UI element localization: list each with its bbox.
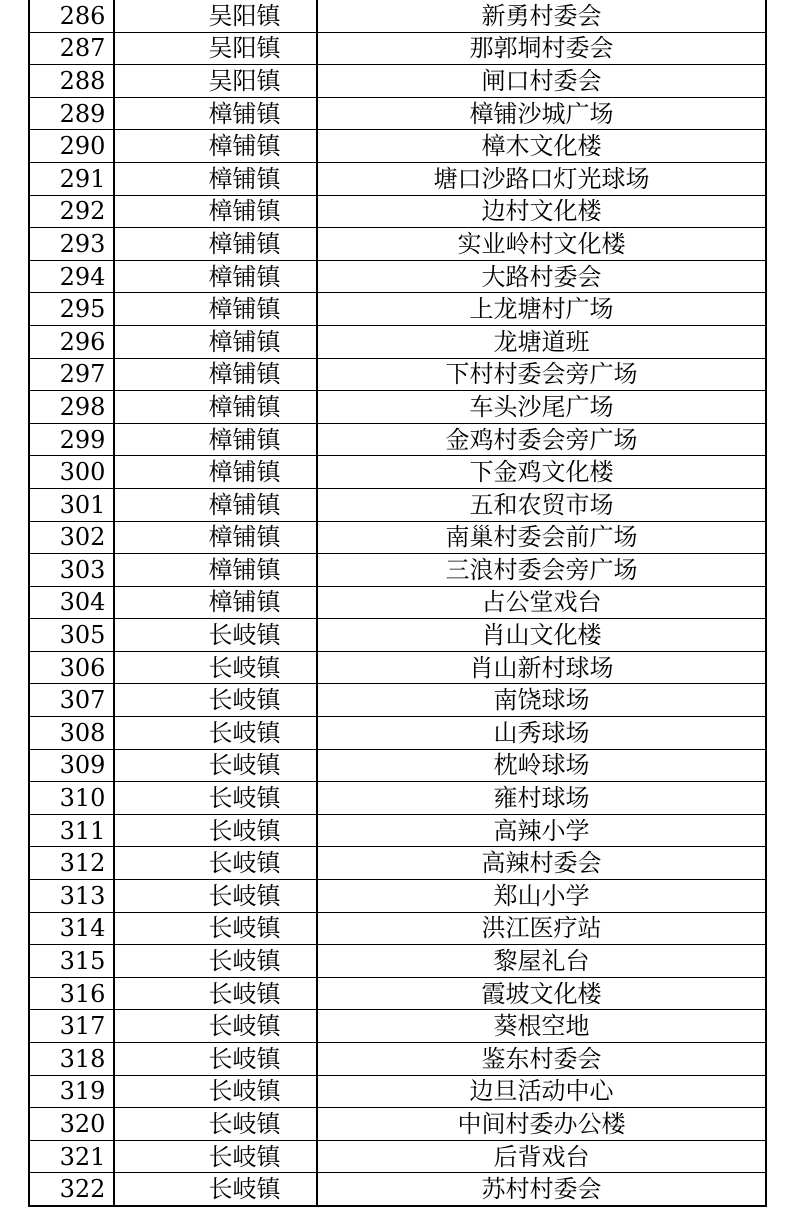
table-row (29, 358, 766, 391)
row-number-cell: 318 (29, 1043, 114, 1076)
town-cell: 樟铺镇 (114, 228, 317, 261)
site-name-cell: 后背戏台 (317, 1140, 766, 1173)
row-number-cell: 299 (29, 423, 114, 456)
table-row (29, 260, 766, 293)
row-number-cell: 300 (29, 456, 114, 489)
row-number-cell: 302 (29, 521, 114, 554)
row-number-cell: 311 (29, 814, 114, 847)
table-row (29, 1043, 766, 1076)
table-row (29, 488, 766, 521)
town-cell: 樟铺镇 (114, 488, 317, 521)
row-number-cell: 315 (29, 945, 114, 978)
site-name-cell: 上龙塘村广场 (317, 293, 766, 326)
town-cell: 长岐镇 (114, 717, 317, 750)
site-name-cell: 三浪村委会旁广场 (317, 554, 766, 587)
row-number-cell: 319 (29, 1075, 114, 1108)
site-name-cell: 高辣小学 (317, 814, 766, 847)
site-name-cell: 占公堂戏台 (317, 586, 766, 619)
town-cell: 长岐镇 (114, 684, 317, 717)
row-number-cell: 294 (29, 260, 114, 293)
row-number-cell: 292 (29, 195, 114, 228)
site-name-cell: 大路村委会 (317, 260, 766, 293)
site-name-cell: 枕岭球场 (317, 749, 766, 782)
table-row (29, 97, 766, 130)
row-number-cell: 289 (29, 97, 114, 130)
row-number-cell: 308 (29, 717, 114, 750)
table-row (29, 456, 766, 489)
table-row (29, 325, 766, 358)
row-number-cell: 310 (29, 782, 114, 815)
row-number-cell: 297 (29, 358, 114, 391)
row-number-cell: 298 (29, 391, 114, 424)
town-cell: 长岐镇 (114, 1075, 317, 1108)
site-name-cell: 边村文化楼 (317, 195, 766, 228)
table-row (29, 391, 766, 424)
town-cell: 长岐镇 (114, 880, 317, 913)
town-cell: 长岐镇 (114, 619, 317, 652)
venue-table (28, 0, 767, 1207)
table-row (29, 749, 766, 782)
row-number-cell: 286 (29, 0, 114, 32)
site-name-cell: 霞坡文化楼 (317, 977, 766, 1010)
site-name-cell: 葵根空地 (317, 1010, 766, 1043)
site-name-cell: 中间村委办公楼 (317, 1108, 766, 1141)
town-cell: 吴阳镇 (114, 65, 317, 98)
site-name-cell: 下村村委会旁广场 (317, 358, 766, 391)
table-row (29, 554, 766, 587)
row-number-cell: 305 (29, 619, 114, 652)
town-cell: 樟铺镇 (114, 260, 317, 293)
row-number-cell: 322 (29, 1173, 114, 1206)
site-name-cell: 肖山文化楼 (317, 619, 766, 652)
table-row (29, 651, 766, 684)
table-row (29, 130, 766, 163)
town-cell: 长岐镇 (114, 945, 317, 978)
site-name-cell: 下金鸡文化楼 (317, 456, 766, 489)
town-cell: 长岐镇 (114, 749, 317, 782)
site-name-cell: 苏村村委会 (317, 1173, 766, 1206)
row-number-cell: 295 (29, 293, 114, 326)
table-row (29, 684, 766, 717)
table-row (29, 1075, 766, 1108)
table-row (29, 423, 766, 456)
table-row (29, 1140, 766, 1173)
site-name-cell: 金鸡村委会旁广场 (317, 423, 766, 456)
town-cell: 樟铺镇 (114, 97, 317, 130)
town-cell: 樟铺镇 (114, 423, 317, 456)
site-name-cell: 边旦活动中心 (317, 1075, 766, 1108)
site-name-cell: 洪江医疗站 (317, 912, 766, 945)
site-name-cell: 龙塘道班 (317, 325, 766, 358)
site-name-cell: 南饶球场 (317, 684, 766, 717)
site-name-cell: 那郭垌村委会 (317, 32, 766, 65)
town-cell: 樟铺镇 (114, 195, 317, 228)
town-cell: 长岐镇 (114, 1043, 317, 1076)
row-number-cell: 301 (29, 488, 114, 521)
town-cell: 吴阳镇 (114, 32, 317, 65)
table-row (29, 1010, 766, 1043)
town-cell: 吴阳镇 (114, 0, 317, 32)
town-cell: 樟铺镇 (114, 130, 317, 163)
site-name-cell: 黎屋礼台 (317, 945, 766, 978)
row-number-cell: 312 (29, 847, 114, 880)
venue-table-body (29, 0, 766, 1206)
row-number-cell: 287 (29, 32, 114, 65)
town-cell: 长岐镇 (114, 814, 317, 847)
town-cell: 樟铺镇 (114, 586, 317, 619)
table-row (29, 782, 766, 815)
row-number-cell: 313 (29, 880, 114, 913)
row-number-cell: 317 (29, 1010, 114, 1043)
row-number-cell: 304 (29, 586, 114, 619)
town-cell: 樟铺镇 (114, 162, 317, 195)
town-cell: 长岐镇 (114, 1140, 317, 1173)
town-cell: 樟铺镇 (114, 358, 317, 391)
site-name-cell: 五和农贸市场 (317, 488, 766, 521)
table-row (29, 586, 766, 619)
town-cell: 长岐镇 (114, 847, 317, 880)
town-cell: 长岐镇 (114, 977, 317, 1010)
row-number-cell: 309 (29, 749, 114, 782)
table-row (29, 814, 766, 847)
town-cell: 樟铺镇 (114, 554, 317, 587)
town-cell: 樟铺镇 (114, 293, 317, 326)
row-number-cell: 290 (29, 130, 114, 163)
table-row (29, 32, 766, 65)
table-row (29, 945, 766, 978)
town-cell: 樟铺镇 (114, 521, 317, 554)
row-number-cell: 316 (29, 977, 114, 1010)
site-name-cell: 鉴东村委会 (317, 1043, 766, 1076)
table-row (29, 195, 766, 228)
site-name-cell: 塘口沙路口灯光球场 (317, 162, 766, 195)
row-number-cell: 306 (29, 651, 114, 684)
site-name-cell: 雍村球场 (317, 782, 766, 815)
row-number-cell: 291 (29, 162, 114, 195)
table-row (29, 847, 766, 880)
table-row (29, 880, 766, 913)
table-row (29, 977, 766, 1010)
town-cell: 长岐镇 (114, 782, 317, 815)
site-name-cell: 闸口村委会 (317, 65, 766, 98)
site-name-cell: 山秀球场 (317, 717, 766, 750)
table-row (29, 293, 766, 326)
site-name-cell: 高辣村委会 (317, 847, 766, 880)
row-number-cell: 314 (29, 912, 114, 945)
site-name-cell: 车头沙尾广场 (317, 391, 766, 424)
table-row (29, 0, 766, 32)
town-cell: 长岐镇 (114, 1173, 317, 1206)
row-number-cell: 293 (29, 228, 114, 261)
site-name-cell: 樟木文化楼 (317, 130, 766, 163)
table-row (29, 717, 766, 750)
town-cell: 长岐镇 (114, 912, 317, 945)
site-name-cell: 南巢村委会前广场 (317, 521, 766, 554)
town-cell: 长岐镇 (114, 1010, 317, 1043)
row-number-cell: 320 (29, 1108, 114, 1141)
site-name-cell: 新勇村委会 (317, 0, 766, 32)
town-cell: 樟铺镇 (114, 391, 317, 424)
town-cell: 长岐镇 (114, 1108, 317, 1141)
row-number-cell: 321 (29, 1140, 114, 1173)
table-row (29, 1108, 766, 1141)
site-name-cell: 实业岭村文化楼 (317, 228, 766, 261)
row-number-cell: 288 (29, 65, 114, 98)
table-row (29, 1173, 766, 1206)
site-name-cell: 郑山小学 (317, 880, 766, 913)
table-row (29, 162, 766, 195)
town-cell: 樟铺镇 (114, 325, 317, 358)
row-number-cell: 303 (29, 554, 114, 587)
table-row (29, 521, 766, 554)
town-cell: 樟铺镇 (114, 456, 317, 489)
table-row (29, 912, 766, 945)
row-number-cell: 296 (29, 325, 114, 358)
table-row (29, 228, 766, 261)
table-row (29, 65, 766, 98)
site-name-cell: 樟铺沙城广场 (317, 97, 766, 130)
table-row (29, 619, 766, 652)
site-name-cell: 肖山新村球场 (317, 651, 766, 684)
row-number-cell: 307 (29, 684, 114, 717)
town-cell: 长岐镇 (114, 651, 317, 684)
